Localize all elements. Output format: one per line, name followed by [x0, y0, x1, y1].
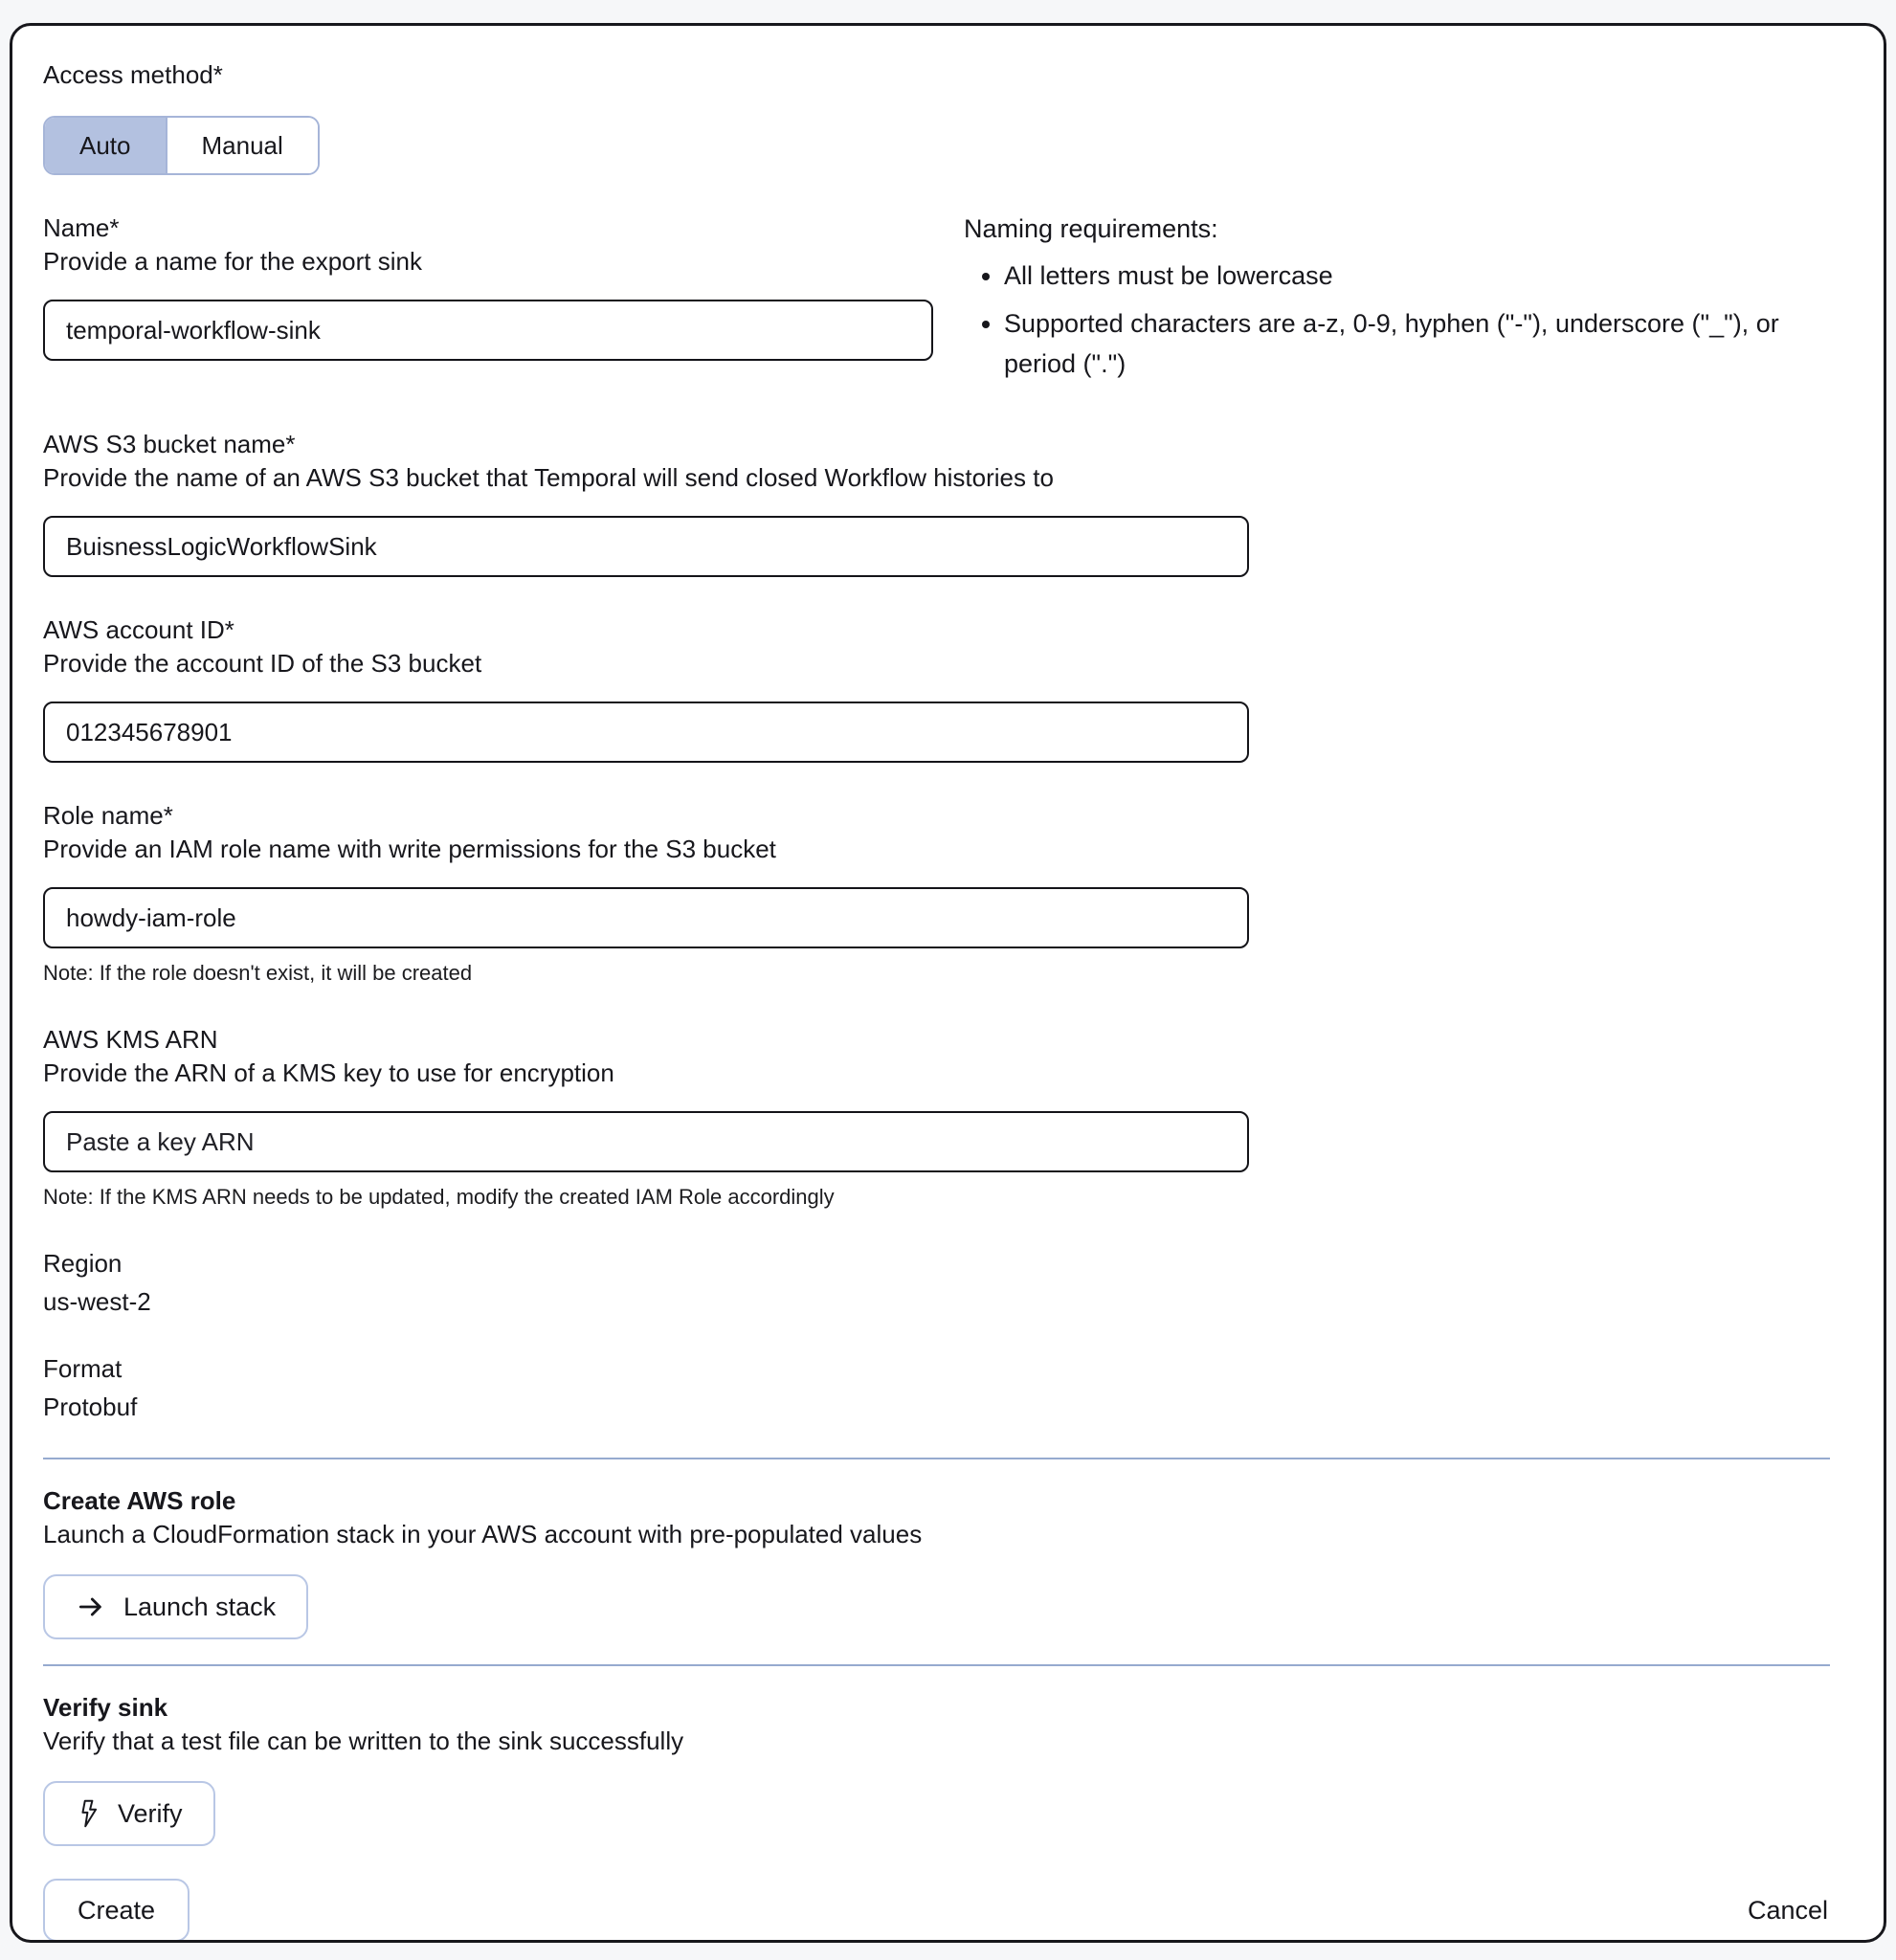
kms-arn-field — [43, 1023, 1830, 1211]
create-export-sink-panel — [10, 23, 1886, 1943]
role-name-input[interactable] — [43, 887, 1249, 948]
role-name-description: Provide an IAM role name with write permissions for the S3 bucket — [43, 835, 776, 863]
access-method-field — [43, 58, 1830, 175]
account-id-description: Provide the account ID of the S3 bucket — [43, 649, 482, 678]
launch-stack-button[interactable] — [43, 1574, 308, 1639]
role-name-field — [43, 799, 1830, 987]
access-method-manual-button[interactable]: Manual — [166, 118, 318, 173]
form-actions — [43, 1879, 1830, 1942]
lightning-bolt-icon — [76, 1799, 100, 1828]
s3-bucket-label: AWS S3 bucket name* — [43, 430, 296, 458]
verify-button-label: Verify — [118, 1798, 183, 1828]
name-field — [43, 212, 933, 391]
region-value: us-west-2 — [43, 1287, 151, 1316]
kms-arn-input[interactable] — [43, 1111, 1249, 1172]
account-id-field — [43, 613, 1830, 763]
naming-requirements-list — [964, 256, 1830, 384]
create-button[interactable]: Create — [43, 1879, 190, 1942]
name-label: Name* — [43, 213, 120, 242]
format-value: Protobuf — [43, 1392, 138, 1421]
s3-bucket-description: Provide the name of an AWS S3 bucket that Temporal will send closed Workflow histories to — [43, 463, 1054, 492]
kms-arn-note: Note: If the KMS ARN needs to be updated, modify the created IAM Role accordingly — [43, 1185, 835, 1209]
name-description: Provide a name for the export sink — [43, 247, 422, 276]
naming-requirement-item: • Supported characters are a-z, 0-9, hyphen ("-"), underscore ("_"), or period (".") — [1004, 303, 1830, 384]
format-field — [43, 1352, 1830, 1423]
arrow-right-icon — [76, 1592, 106, 1622]
kms-arn-label: AWS KMS ARN — [43, 1025, 218, 1054]
region-field — [43, 1247, 1830, 1318]
access-method-label: Access method* — [43, 60, 223, 89]
region-label: Region — [43, 1249, 123, 1278]
create-aws-role-section — [43, 1484, 1830, 1639]
kms-arn-description: Provide the ARN of a KMS key to use for encryption — [43, 1058, 614, 1087]
role-name-label: Role name* — [43, 801, 173, 830]
role-name-note: Note: If the role doesn't exist, it will be created — [43, 961, 473, 985]
account-id-label: AWS account ID* — [43, 615, 234, 644]
divider — [43, 1458, 1830, 1459]
verify-sink-section — [43, 1691, 1830, 1846]
name-input[interactable] — [43, 300, 933, 361]
name-row — [43, 212, 1830, 391]
naming-requirements — [964, 212, 1830, 391]
verify-sink-title: Verify sink — [43, 1693, 168, 1722]
divider — [43, 1664, 1830, 1666]
create-aws-role-description: Launch a CloudFormation stack in your AWS account with pre-populated values — [43, 1520, 923, 1548]
verify-sink-description: Verify that a test file can be written to the sink successfully — [43, 1726, 684, 1755]
verify-button[interactable] — [43, 1781, 215, 1846]
naming-requirements-title: Naming requirements: — [964, 214, 1218, 243]
format-label: Format — [43, 1354, 123, 1383]
s3-bucket-input[interactable] — [43, 516, 1249, 577]
access-method-auto-button[interactable]: Auto — [45, 118, 166, 173]
s3-bucket-field — [43, 428, 1830, 577]
launch-stack-button-label: Launch stack — [123, 1592, 277, 1621]
cancel-button[interactable]: Cancel — [1747, 1895, 1828, 1925]
naming-requirement-item: • All letters must be lowercase — [1004, 256, 1830, 296]
access-method-toggle — [43, 116, 320, 175]
account-id-input[interactable] — [43, 702, 1249, 763]
create-aws-role-title: Create AWS role — [43, 1486, 236, 1515]
